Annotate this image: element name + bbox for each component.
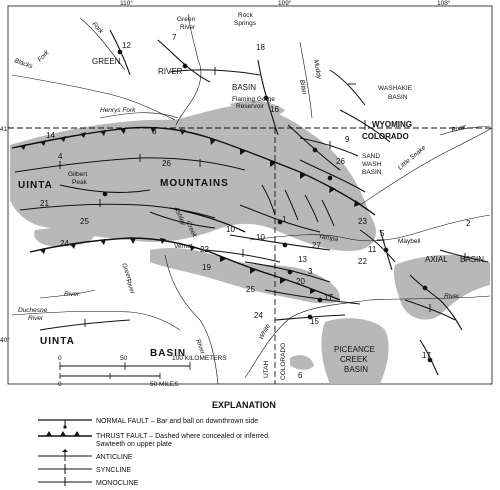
piceance-label-2: CREEK (340, 355, 368, 364)
structure-number: 18 (256, 43, 265, 52)
rock-springs-label: Rock (238, 12, 253, 19)
rock-springs-label-2: Springs (234, 20, 257, 27)
fault-ball (283, 243, 287, 247)
axial-basin-label-a: AXIAL (425, 255, 448, 264)
piceance-label: PICEANCE (334, 345, 375, 354)
structure-number: 19 (202, 263, 211, 272)
uinta-mountains-label-a: UINTA (18, 180, 53, 191)
structure-number: 4 (58, 152, 63, 161)
vernal-label: Vernal (174, 243, 193, 250)
yampa-label: Yampa (317, 233, 339, 244)
sand-wash-label-3: BASIN (362, 169, 382, 176)
green-river-basin-label-c: BASIN (232, 83, 257, 92)
legend-syncline-text: SYNCLINE (96, 467, 132, 474)
lon-110-label: 110° (120, 0, 133, 7)
structure-number: 8 (152, 127, 157, 136)
structure-number: 13 (298, 255, 307, 264)
duchesne-label-2: River (28, 315, 44, 322)
legend-normal-fault-text: NORMAL FAULT – Bar and ball on downthrown side (96, 418, 259, 425)
structure-number: 10 (256, 233, 265, 242)
wyoming-label: WYOMING (372, 120, 412, 129)
structure-number: 2 (466, 219, 471, 228)
washakie-label: WASHAKIE (378, 85, 413, 92)
structure-number: 6 (298, 371, 303, 380)
fault-ball (103, 192, 107, 196)
structure-number: 26 (336, 157, 345, 166)
structure-number: 9 (345, 135, 350, 144)
fault-ball (118, 50, 122, 54)
legend (38, 400, 276, 487)
piceance-label-3: BASIN (344, 365, 369, 374)
scale-mi-0: 0 (58, 381, 62, 388)
maybell-label: Maybell (398, 238, 421, 245)
structure-number: 17 (422, 351, 431, 360)
snake-river-label: River (450, 123, 468, 134)
structure-number: 25 (246, 285, 255, 294)
legend-anticline-arrow (62, 449, 68, 452)
fault-ball (318, 298, 322, 302)
legend-sawtooth (74, 431, 80, 436)
ashley-label: Ashley (172, 205, 187, 227)
uinta-basin-label-b: BASIN (150, 348, 187, 359)
structure-number: 14 (46, 131, 55, 140)
creek-label: Creek (184, 219, 198, 239)
structure-number: 26 (162, 159, 171, 168)
structure-number: 12 (122, 41, 131, 50)
green-river-label-2: River (124, 278, 136, 295)
river-label: River (194, 338, 206, 355)
gilbert-peak-label: Gilbert (68, 171, 88, 178)
white-label: White (257, 323, 273, 341)
duchesne-label: Duchesne (18, 307, 48, 314)
white-river-label-2: River (444, 293, 460, 300)
fault-ball (183, 64, 187, 68)
structure-number: 22 (200, 245, 209, 254)
lon-109-label: 109° (278, 0, 292, 7)
gilbert-peak-label-2: Peak (72, 179, 87, 186)
structure-number: 3 (308, 267, 313, 276)
structure-number: 15 (310, 317, 319, 326)
lat-40-label: 40° (0, 337, 10, 344)
structure-number: 23 (358, 217, 367, 226)
structure-number: 21 (40, 199, 49, 208)
structure-number: 25 (80, 217, 89, 226)
river-3-label: River (64, 291, 80, 298)
structure-number: 16 (270, 105, 279, 114)
little-snake-label: Little Snake (396, 144, 428, 172)
green-river-town-label-2: River (180, 24, 196, 31)
legend-title: EXPLANATION (212, 400, 276, 410)
colorado-side-label: COLORADO (280, 342, 287, 380)
structure-number: 27 (312, 241, 321, 250)
blacks-label: Blacks (13, 57, 34, 71)
lat-41-label: 41° (0, 126, 10, 133)
scale-km-50: 50 (120, 355, 128, 362)
structure-number: 5 (380, 229, 385, 238)
hams-fork-label: Fork (90, 20, 105, 36)
scale-mi-label: 50 MILES (150, 381, 179, 388)
washakie-label-2: BASIN (388, 94, 408, 101)
uinta-mountains-label-b: MOUNTAINS (160, 178, 229, 189)
green-river-town-label: Green (177, 16, 196, 23)
structure-number: 22 (358, 257, 367, 266)
green-river-label: Green (120, 262, 133, 282)
legend-thrust-fault-text-2: Sawteeth on upper plate (96, 441, 172, 448)
colorado-top-label: COLORADO (362, 132, 409, 141)
legend-anticline-text: ANTICLINE (96, 454, 133, 461)
structure-number: 17 (324, 293, 333, 302)
green-river-basin-label-a: GREEN (92, 57, 121, 66)
flaming-gorge-label-2: Reservoir (236, 103, 264, 110)
fault-ball (313, 148, 317, 152)
lon-108-label: 108° (437, 0, 451, 7)
legend-thrust-fault-text: THRUST FAULT – Dashed where concealed or inferred. (96, 433, 270, 440)
sand-wash-label: SAND (362, 153, 381, 160)
bitter-label: Bitter (298, 79, 308, 96)
scale-km-label: 100 KILOMETERS (172, 355, 227, 362)
uinta-basin-label-a: UINTA (40, 336, 75, 347)
structure-number: 1 (282, 215, 287, 224)
structure-number: 7 (172, 33, 177, 42)
legend-sawtooth (60, 431, 66, 436)
scale-km-0: 0 (58, 355, 62, 362)
axial-basin-label-b: BASIN (460, 255, 485, 264)
fault-ball (423, 286, 427, 290)
structure-number: 24 (254, 311, 263, 320)
flaming-gorge-label: Flaming Gorge (232, 96, 275, 103)
structure-number: 10 (226, 225, 235, 234)
fault-ball (288, 270, 292, 274)
structure-number: 20 (296, 277, 305, 286)
green-river-basin-label-b: RIVER (158, 67, 183, 76)
muddy-label: Muddy (312, 59, 323, 80)
henrys-fork-label: Henrys Fork (100, 107, 136, 114)
sand-wash-label-2: WASH (362, 161, 382, 168)
fault-ball (328, 176, 332, 180)
utah-label: UTAH (263, 360, 270, 378)
legend-normal-fault-ball (63, 425, 66, 428)
structure-number: 24 (60, 239, 69, 248)
fork-label: Fork (36, 49, 51, 64)
structure-number: 11 (368, 245, 377, 254)
legend-monocline-text: MONOCLINE (96, 480, 139, 487)
legend-sawtooth (46, 431, 52, 436)
